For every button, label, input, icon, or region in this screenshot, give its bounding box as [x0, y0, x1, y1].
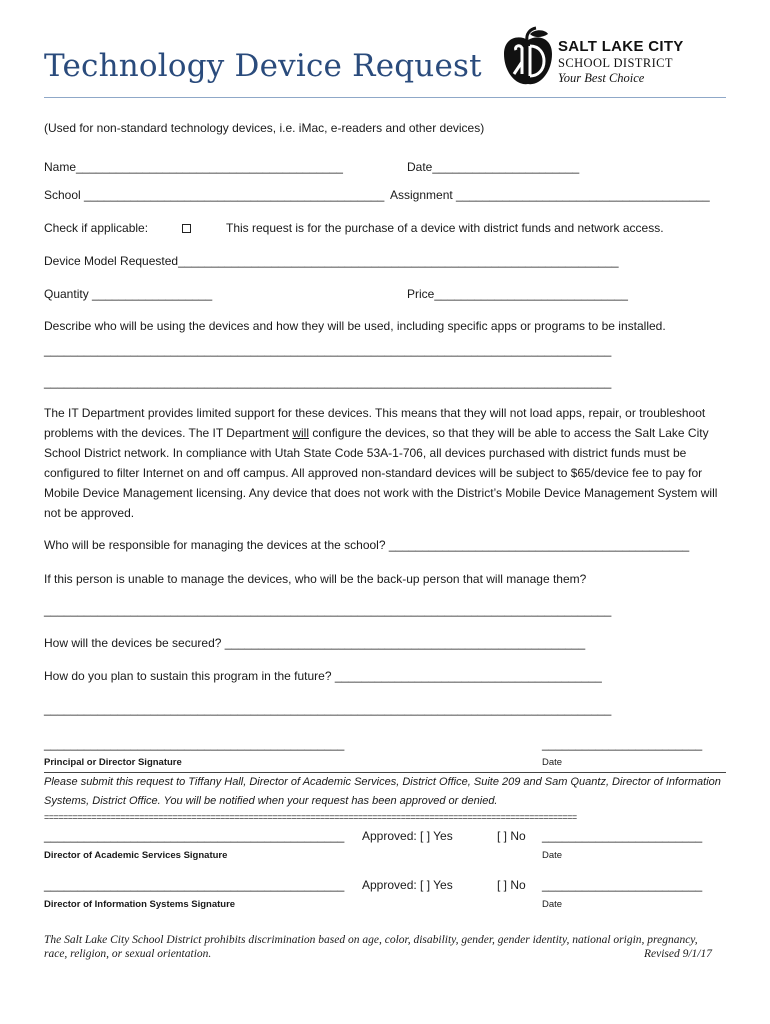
academic-approved-yes[interactable]: Approved: [ ] Yes — [362, 829, 453, 843]
price-field[interactable]: Price_____________________________ — [407, 287, 628, 301]
page-title: Technology Device Request — [44, 48, 482, 84]
paragraph-text: The IT Department provides limited support for these devices. This means that they will not load apps, repair, or troubleshoot problems with the devices. The IT Department — [44, 406, 706, 440]
describe-answer-line-1[interactable]: _____________________________________________________________________________________ — [44, 343, 612, 357]
submit-note: Please submit this request to Tiffany Hall, Director of Academic Services, District Office, Suite 209 and Sam Quantz, Director of Information Systems, District Office. You will be notified when your request has been approved or denied. — [44, 776, 721, 807]
check-applicable-label: Check if applicable: — [44, 221, 149, 235]
academic-date-label: Date — [542, 850, 563, 861]
logo-line-1: SALT LAKE CITY — [558, 38, 684, 55]
principal-date-line[interactable]: ________________________ — [542, 737, 703, 751]
academic-signature-line[interactable]: _____________________________________________ — [44, 829, 345, 843]
assignment-field[interactable]: Assignment ______________________________________ — [390, 188, 710, 202]
backup-answer-line[interactable]: _____________________________________________________________________________________ — [44, 603, 612, 617]
district-funds-checkbox[interactable] — [182, 224, 191, 233]
separator-line: ================================================================================================================ — [44, 812, 577, 822]
info-date-label: Date — [542, 899, 563, 910]
logo-line-3: Your Best Choice — [558, 71, 645, 85]
paragraph-text: configure the devices, so that they will be able to access the Salt Lake City School District network. In compliance with Utah State Code 53A-1-706, all devices purchased with district funds must be configured to filter Internet on and off campus. All approved non-standard devices will be subject to $65/device fee to pay for Mobile Device Management licensing. Any device that does not work with the District’s Mobile Device Management System will not be approved. — [44, 426, 718, 520]
revision-date: Revised 9/1/17 — [643, 948, 712, 960]
describe-question: Describe who will be using the devices and how they will be used, including specific apps or programs to be installed. — [44, 319, 666, 333]
district-logo — [500, 26, 730, 90]
academic-approved-no[interactable]: [ ] No — [497, 829, 526, 843]
title-divider — [44, 97, 726, 98]
paragraph-emphasis: will — [292, 426, 310, 440]
principal-signature-label: Principal or Director Signature — [44, 757, 182, 768]
name-field[interactable]: Name________________________________________ — [44, 160, 343, 174]
backup-question: If this person is unable to manage the devices, who will be the back-up person that will manage them? — [44, 572, 587, 586]
principal-date-label: Date — [542, 757, 563, 768]
subtitle: (Used for non-standard technology devices, i.e. iMac, e-readers and other devices) — [44, 121, 485, 135]
secured-question[interactable]: How will the devices be secured? ______________________________________________________ — [44, 636, 586, 650]
sustain-question[interactable]: How do you plan to sustain this program in the future? ________________________________________ — [44, 669, 602, 683]
principal-signature-line[interactable]: _____________________________________________ — [44, 737, 345, 751]
academic-signature-label: Director of Academic Services Signature — [44, 850, 228, 861]
apple-logo-icon — [500, 26, 556, 90]
device-model-field[interactable]: Device Model Requested__________________________________________________________________ — [44, 254, 619, 268]
footer-text: The Salt Lake City School District prohibits discrimination based on age, color, disability, gender, gender identity, national origin, pregnancy, race, religion, or sexual orientation. — [44, 934, 698, 960]
info-signature-label: Director of Information Systems Signature — [44, 899, 236, 910]
school-field[interactable]: School _____________________________________________ — [44, 188, 385, 202]
describe-answer-line-2[interactable]: _____________________________________________________________________________________ — [44, 375, 612, 389]
date-field[interactable]: Date______________________ — [407, 160, 580, 174]
check-description: This request is for the purchase of a device with district funds and network access. — [226, 221, 664, 235]
logo-line-2: SCHOOL DISTRICT — [558, 56, 673, 70]
responsible-question[interactable]: Who will be responsible for managing the devices at the school? _____________________________________________ — [44, 538, 690, 552]
info-approved-no[interactable]: [ ] No — [497, 878, 526, 892]
quantity-field[interactable]: Quantity __________________ — [44, 287, 213, 301]
sustain-answer-line[interactable]: _____________________________________________________________________________________ — [44, 702, 612, 716]
nondiscrimination-footer — [44, 933, 712, 961]
info-signature-line[interactable]: _____________________________________________ — [44, 878, 345, 892]
info-approved-yes[interactable]: Approved: [ ] Yes — [362, 878, 453, 892]
info-date-line[interactable]: ________________________ — [542, 878, 703, 892]
academic-date-line[interactable]: ________________________ — [542, 829, 703, 843]
it-support-paragraph — [44, 403, 724, 523]
